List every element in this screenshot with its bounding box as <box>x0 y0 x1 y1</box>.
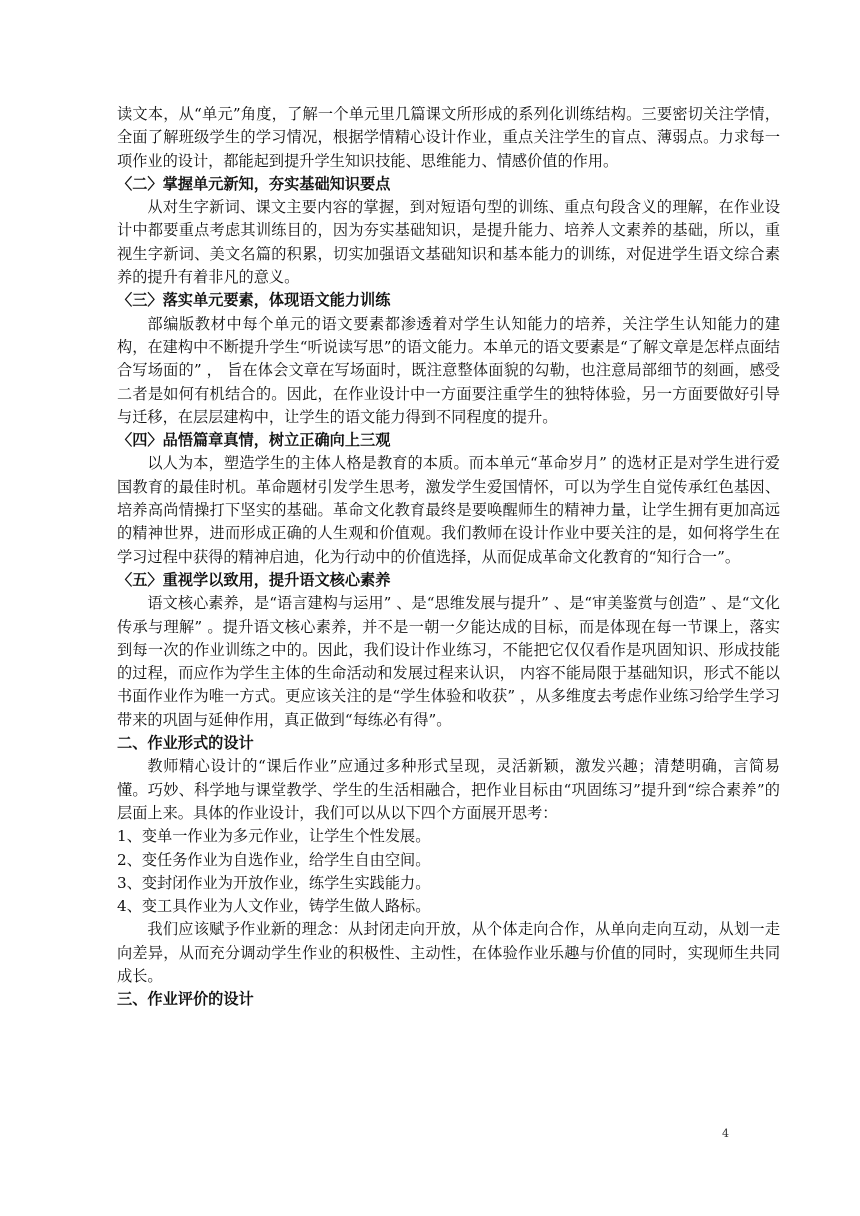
list-item: 4、变工具作业为人文作业，铸学生做人路标。 <box>117 897 431 916</box>
paragraph: 语文核心素养，是“语言建构与运用” 、是“思维发展与提升” 、是“审美鉴赏与创造” 、是“文化传承与理解” 。提升语文核心素养，并不是一朝一夕能达成的目标，而是体现在每一节课上，落实到每一次的作业训练之中的。因此，我们设计作业练习，不能把它仅仅看作是巩固知识、形成技能的过程，而应作为学生主体的生命活动和发展过程来认识， 内容不能局限于基础知识，形式不能以书面作业作为唯一方式。更应该关注的是“学生体验和收获” ，从多维度去考虑作业练习给学生学习带来的巩固与延伸作用，真正做到“每练必有得”。 <box>117 594 780 729</box>
section-heading: 三、作业评价的设计 <box>117 990 254 1009</box>
paragraph: 我们应该赋予作业新的理念：从封闭走向开放，从个体走向合作，从单向走向互动，从划一走向差异，从而充分调动学生作业的积极性、主动性，在体验作业乐趣与价值的同时，实现师生共同成长。 <box>117 920 780 985</box>
paragraph: 以人为本，塑造学生的主体人格是教育的本质。而本单元“革命岁月” 的选材正是对学生进行爱国教育的最佳时机。革命题材引发学生思考，激发学生爱国情怀，可以为学生自觉传承红色基因、培养高尚情操打下坚实的基础。革命文化教育最终是要唤醒师生的精神力量，让学生拥有更加高远的精神世界，进而形成正确的人生观和价值观。我们教师在设计作业中要关注的是，如何将学生在学习过程中获得的精神启迪，化为行动中的价值选择，从而促成革命文化教育的“知行合一”。 <box>117 454 780 566</box>
list-item: 1、变单一作业为多元作业，让学生个性发展。 <box>117 827 431 846</box>
list-item: 3、变封闭作业为开放作业，练学生实践能力。 <box>117 873 431 892</box>
paragraph: 读文本，从“单元”角度，了解一个单元里几篇课文所形成的系列化训练结构。三要密切关注学情，全面了解班级学生的学习情况，根据学情精心设计作业，重点关注学生的盲点、薄弱点。力求每一项作业的设计，都能起到提升学生知识技能、思维能力、情感价值的作用。 <box>117 105 780 170</box>
section-heading: 〈五〉重视学以致用，提升语文核心素养 <box>117 570 391 589</box>
section-heading: 〈二〉掌握单元新知，夯实基础知识要点 <box>117 174 391 193</box>
section-heading: 〈四〉品悟篇章真情，树立正确向上三观 <box>117 431 391 450</box>
paragraph: 从对生字新词、课文主要内容的掌握，到对短语句型的训练、重点句段含义的理解，在作业设计中都要重点考虑其训练目的，因为夯实基础知识，是提升能力、培养人文素养的基础，所以，重视生字新词、美文名篇的积累，切实加强语文基础知识和基本能力的训练，对促进学生语文综合素养的提升有着非凡的意义。 <box>117 198 780 287</box>
document-body <box>117 103 780 1012</box>
section-heading: 二、作业形式的设计 <box>117 734 254 753</box>
section-heading: 〈三〉落实单元要素，体现语文能力训练 <box>117 291 391 310</box>
list-item: 2、变任务作业为自选作业，给学生自由空间。 <box>117 850 431 869</box>
paragraph: 部编版教材中每个单元的语文要素都渗透着对学生认知能力的培养，关注学生认知能力的建构，在建构中不断提升学生“听说读写思”的语文能力。本单元的语文要素是“了解文章是怎样点面结合写场面的” ， 旨在体会文章在写场面时，既注意整体面貌的勾勒，也注意局部细节的刻画，感受二者是如何有机结合的。因此，在作业设计中一方面要注重学生的独特体验，另一方面要做好引导与迁移，在层层建构中，让学生的语文能力得到不同程度的提升。 <box>117 314 780 426</box>
paragraph: 教师精心设计的“课后作业”应通过多种形式呈现，灵活新颖，激发兴趣；清楚明确，言简易懂。巧妙、科学地与课堂教学、学生的生活相融合，把作业目标由“巩固练习”提升到“综合素养”的层面上来。具体的作业设计，我们可以从以下四个方面展开思考： <box>117 757 780 822</box>
page-number: 4 <box>722 1127 729 1140</box>
